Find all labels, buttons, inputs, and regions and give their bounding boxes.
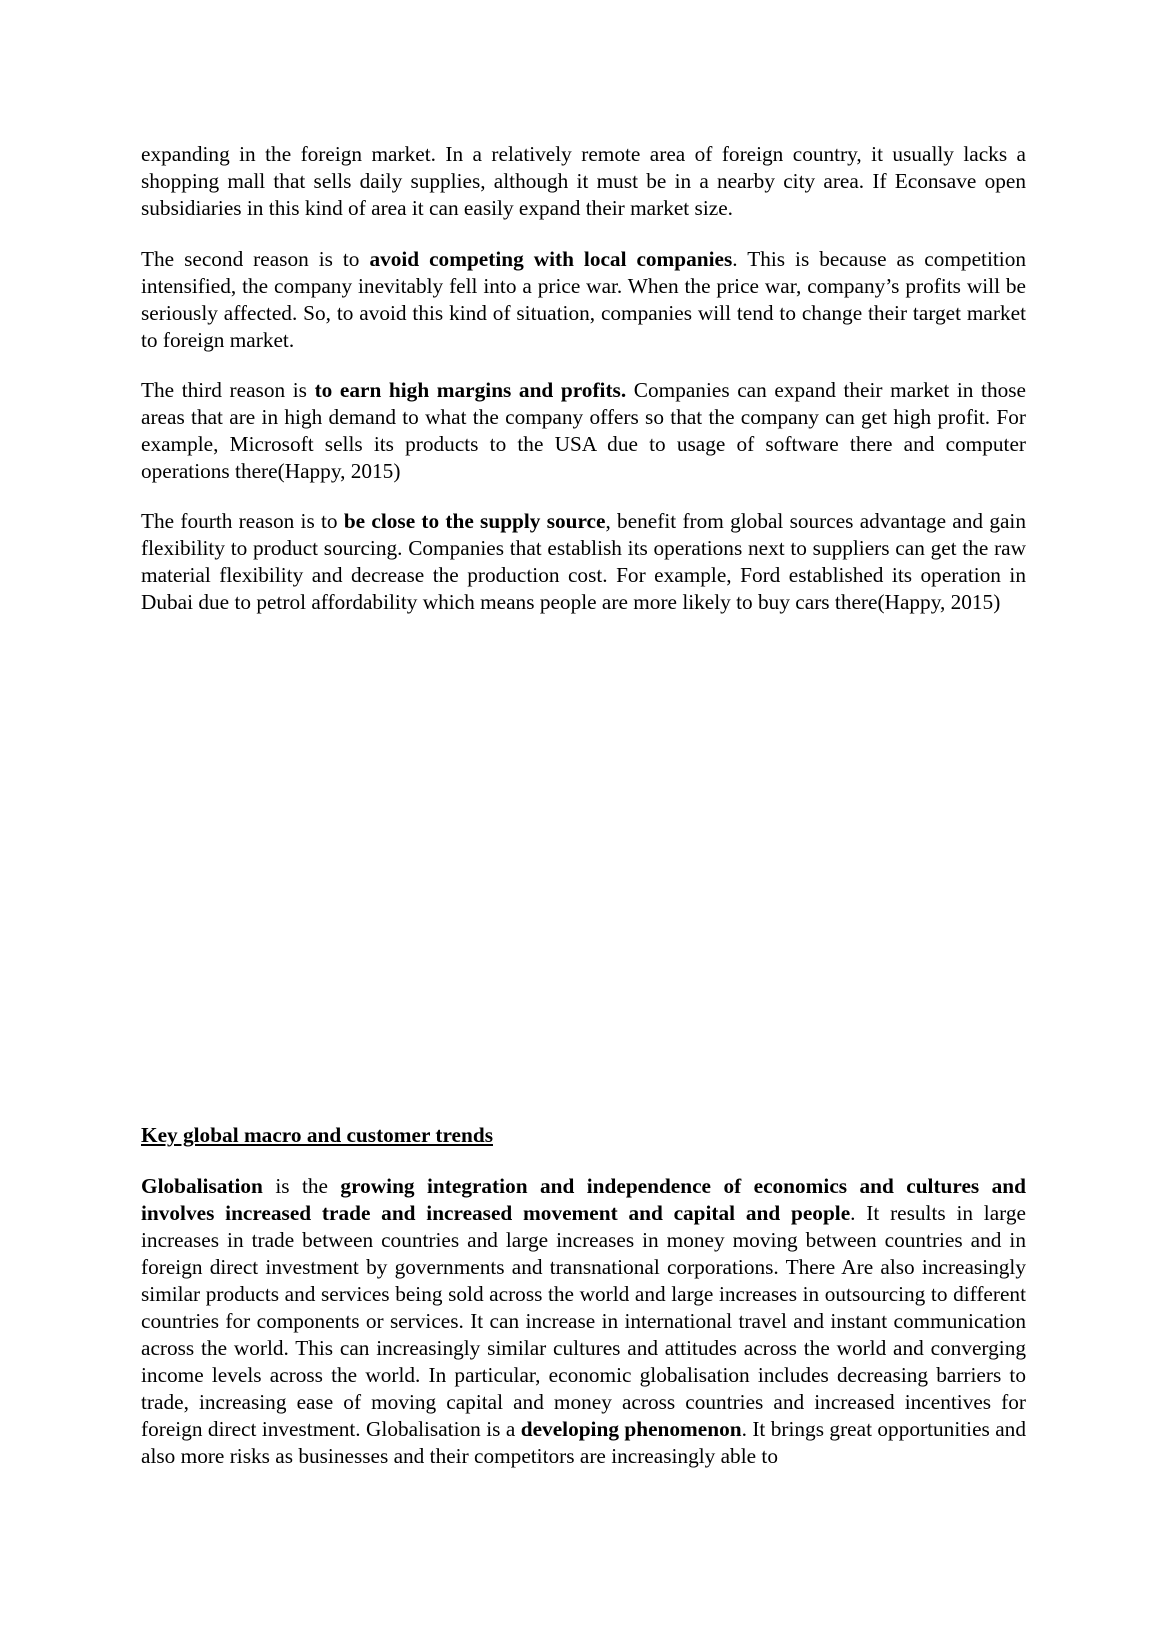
paragraph-text: , benefit from global sources advantage and gain flexibility to product sourcing. Companies that establish its operations next to suppliers can get the raw material flexibility and decrease the production cost. For example, Ford established its operation in Dubai due to petrol affordability which means people are more likely to buy cars there(Happy, 2015) [141,509,1026,614]
paragraph-text: . This is because as competition intensified, the company inevitably fell into a price war. When the price war, company’s profits will be seriously affected. So, to avoid this kind of situation, companies will tend to change their target market to foreign market. [141,247,1026,352]
paragraph-text: The third reason is [141,378,315,402]
section-heading: Key global macro and customer trends [141,1123,493,1147]
bold-phrase: developing phenomenon [520,1417,742,1441]
paragraph-third-reason [141,377,1026,485]
paragraph-second-reason [141,246,1026,354]
paragraph-text: The fourth reason is to [141,509,344,533]
paragraph-text: The second reason is to [141,247,370,271]
bold-phrase: growing integration and independence of economics and cultures and involves increased trade and increased movement and capital and people [141,1174,1026,1225]
bold-phrase: avoid competing with local companies [369,247,733,271]
paragraph-market-expansion [141,141,1026,222]
bold-phrase: Globalisation [141,1174,263,1198]
bold-phrase: be close to the supply source [343,509,606,533]
paragraph-text: expanding in the foreign market. In a relatively remote area of foreign country, it usually lacks a shopping mall that sells daily supplies, although it must be in a nearby city area. If Econsave open subsidiaries in this kind of area it can easily expand their market size. [141,142,1026,220]
paragraph-text: . It brings great opportunities and also more risks as businesses and their competitors are increasingly able to [141,1417,1026,1468]
paragraph-text: . It results in large increases in trade between countries and large increases in money moving between countries and in foreign direct investment by governments and transnational corporations. There Are also increasingly similar products and services being sold across the world and large increases in outsourcing to different countries for components or services. It can increase in international travel and instant communication across the world. This can increasingly similar cultures and attitudes across the world and converging income levels across the world. In particular, economic globalisation includes decreasing barriers to trade, increasing ease of moving capital and money across countries and increased incentives for foreign direct investment. Globalisation is a [141,1201,1026,1441]
paragraph-globalisation [141,1173,1026,1470]
bold-phrase: to earn high margins and profits. [314,378,627,402]
paragraph-fourth-reason [141,508,1026,616]
paragraph-text: is the [262,1174,341,1198]
paragraph-text: Companies can expand their market in those areas that are in high demand to what the company offers so that the company can get high profit. For example, Microsoft sells its products to the USA due to usage of software there and computer operations there(Happy, 2015) [141,378,1026,483]
